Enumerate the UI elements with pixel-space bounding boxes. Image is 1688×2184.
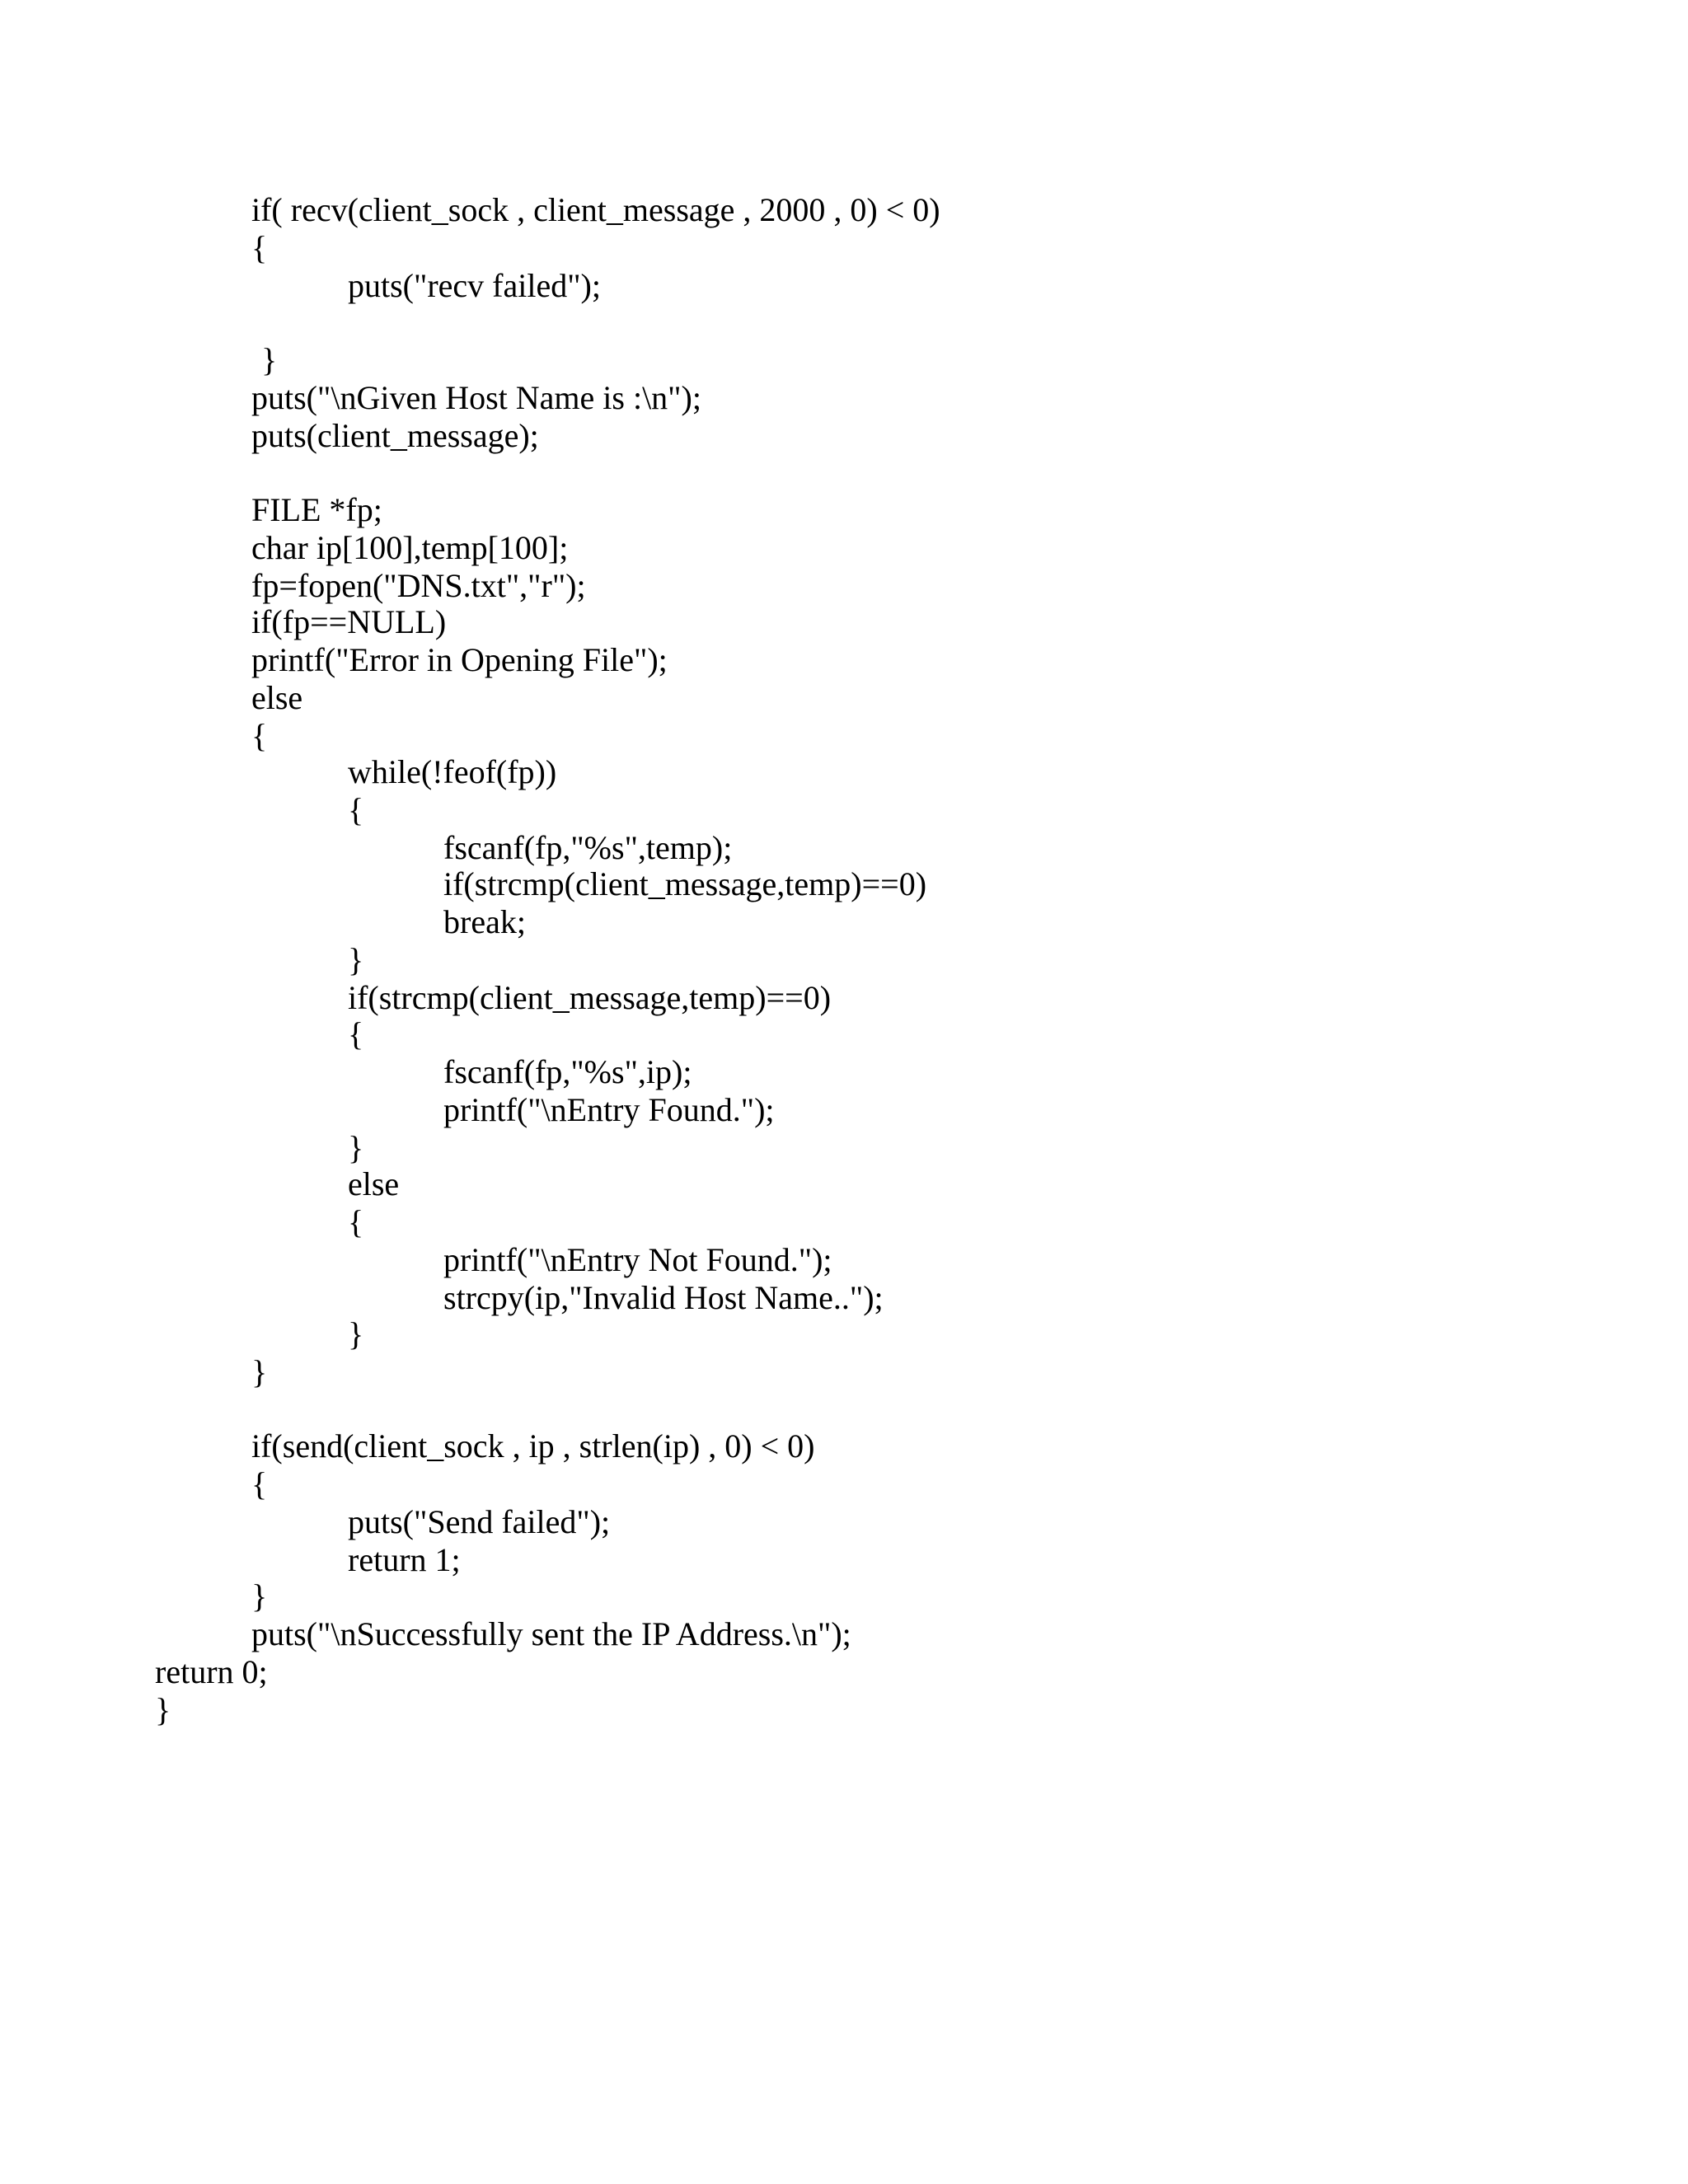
- code-line: puts("\nGiven Host Name is :\n");: [251, 379, 701, 416]
- code-line: fscanf(fp,"%s",temp);: [443, 829, 733, 866]
- code-line: if(strcmp(client_message,temp)==0): [348, 979, 832, 1016]
- code-line: printf("Error in Opening File");: [251, 641, 668, 678]
- code-line: }: [155, 1691, 171, 1728]
- code-line: puts("Send failed");: [348, 1503, 611, 1540]
- code-line: {: [251, 717, 268, 754]
- code-line: strcpy(ip,"Invalid Host Name..");: [443, 1279, 884, 1316]
- code-line: {: [251, 1465, 268, 1502]
- code-line: else: [348, 1165, 400, 1202]
- code-line: fscanf(fp,"%s",ip);: [443, 1053, 692, 1090]
- code-line: }: [348, 1129, 364, 1166]
- code-line: puts(client_message);: [251, 417, 539, 454]
- code-line: }: [261, 341, 278, 378]
- code-line: char ip[100],temp[100];: [251, 529, 569, 566]
- code-line: return 1;: [348, 1541, 461, 1578]
- code-line: puts("recv failed");: [348, 267, 601, 304]
- code-line: }: [348, 1315, 364, 1352]
- code-line: printf("\nEntry Not Found.");: [443, 1241, 832, 1278]
- code-line: break;: [443, 903, 526, 940]
- code-line: {: [348, 1203, 364, 1240]
- code-line: {: [251, 229, 268, 266]
- code-line: else: [251, 679, 303, 716]
- code-line: while(!feof(fp)): [348, 753, 557, 790]
- code-line: printf("\nEntry Found.");: [443, 1091, 775, 1128]
- code-line: fp=fopen("DNS.txt","r");: [251, 567, 586, 604]
- code-line: if(fp==NULL): [251, 603, 447, 640]
- code-line: return 0;: [155, 1653, 268, 1690]
- code-line: puts("\nSuccessfully sent the IP Address.\n");: [251, 1615, 851, 1652]
- code-line: {: [348, 791, 364, 828]
- code-line: FILE *fp;: [251, 491, 382, 528]
- code-line: }: [251, 1353, 268, 1390]
- code-line: if(strcmp(client_message,temp)==0): [443, 865, 927, 902]
- code-line: {: [348, 1015, 364, 1052]
- code-line: if( recv(client_sock , client_message , 2000 , 0) < 0): [251, 191, 940, 228]
- code-line: if(send(client_sock , ip , strlen(ip) , 0) < 0): [251, 1427, 815, 1465]
- code-line: }: [251, 1577, 268, 1615]
- code-line: }: [348, 941, 364, 978]
